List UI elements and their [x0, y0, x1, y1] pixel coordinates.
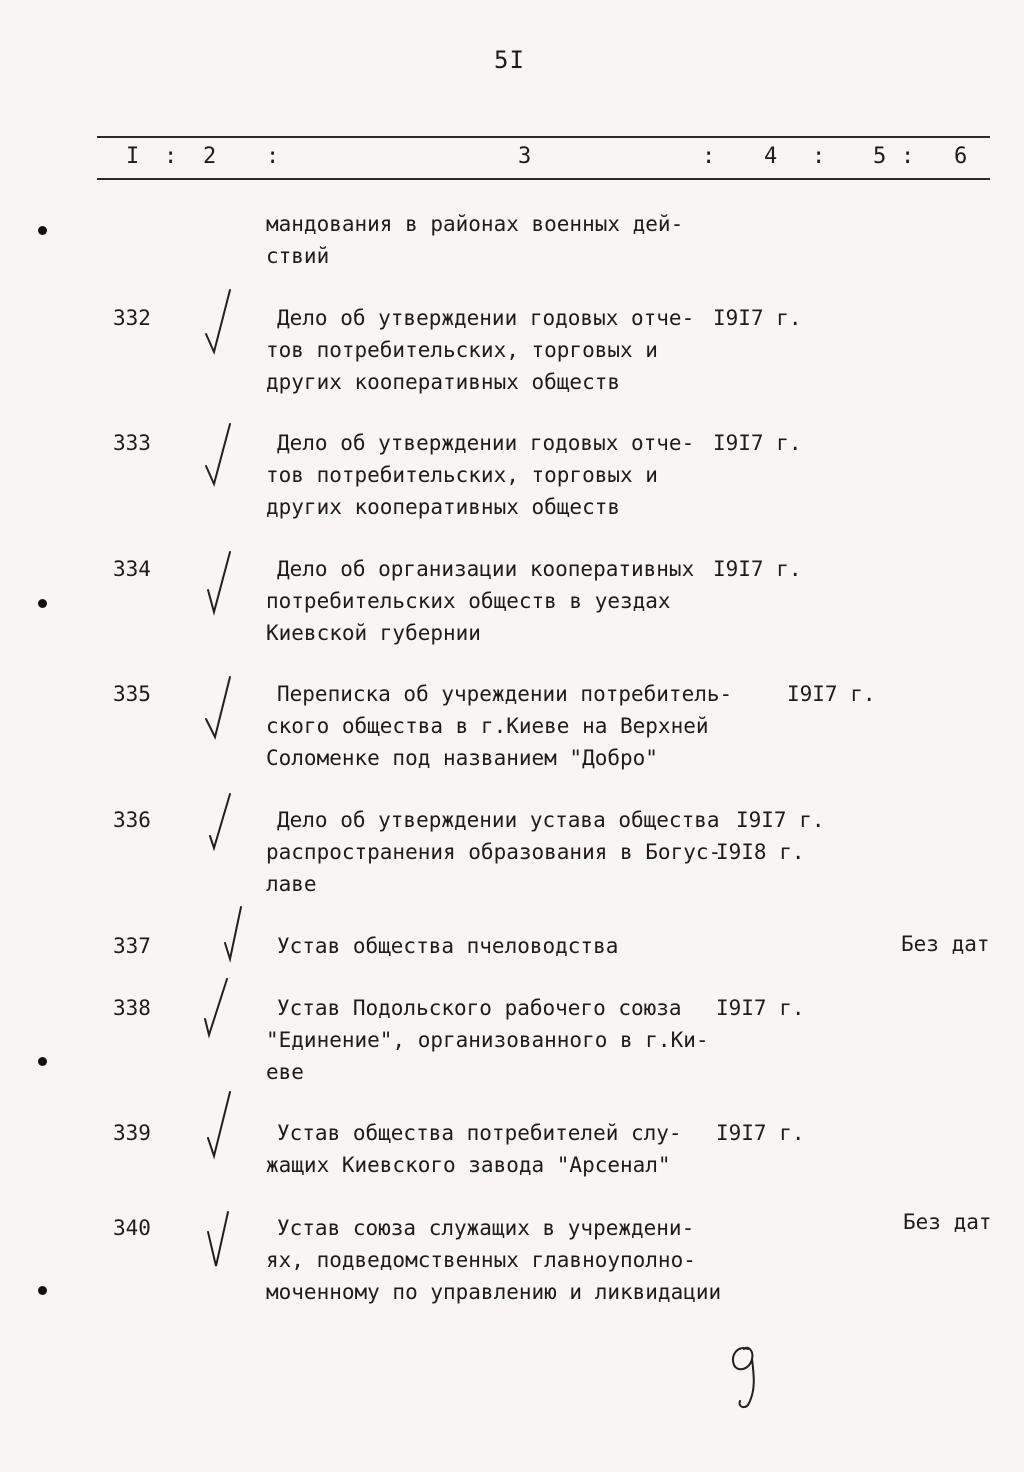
entry-title-line: Киевской губернии — [266, 621, 481, 645]
header-col-5: 5 — [873, 144, 887, 169]
entry-date: I9I7 г. — [716, 1121, 805, 1145]
header-sep-4: : — [812, 144, 826, 169]
entry-title-line: Устав Подольского рабочего союза — [277, 996, 682, 1020]
entry-title-line: Устав общества потребителей слу- — [277, 1121, 682, 1145]
check-mark-icon — [200, 550, 240, 620]
check-mark-icon — [195, 975, 235, 1045]
entry-title-line: "Единение", организованного в г.Ки- — [266, 1028, 709, 1052]
header-top-rule — [97, 136, 990, 138]
check-mark-icon — [215, 903, 255, 973]
header-sep-2: : — [266, 144, 280, 169]
header-sep-5: : — [901, 144, 915, 169]
entry-date: I9I7 г. — [716, 996, 805, 1020]
entry-number: 333 — [113, 431, 151, 455]
entry-number: 332 — [113, 306, 151, 330]
entry-title-line: потребительских обществ в уездах — [266, 589, 671, 613]
check-mark-icon — [200, 286, 240, 356]
continuation-line: мандования в районах военных дей- — [266, 212, 684, 236]
entry-number: 334 — [113, 557, 151, 581]
continuation-line: ствий — [266, 244, 330, 268]
check-mark-icon — [200, 792, 240, 862]
entry-title-line: еве — [266, 1060, 304, 1084]
header-sep-3: : — [702, 144, 716, 169]
entry-title-line: Соломенке под названием "Добро" — [266, 746, 658, 770]
entry-number: 338 — [113, 996, 151, 1020]
header-col-1: I — [126, 144, 140, 169]
punch-hole — [38, 1057, 47, 1066]
entry-title-line: распространения образования в Богус- — [266, 840, 722, 864]
entry-title-line: тов потребительских, торговых и — [266, 463, 658, 487]
entry-date-end: I9I8 г. — [716, 840, 805, 864]
entry-title-line: моченному по управлению и ликвидации — [266, 1280, 722, 1304]
punch-hole — [38, 1286, 47, 1295]
entry-note: Без дат — [901, 932, 990, 956]
punch-hole — [38, 599, 47, 608]
entry-number: 336 — [113, 808, 151, 832]
entry-title-line: Устав союза служащих в учреждени- — [277, 1216, 695, 1240]
entry-title-line: Дело об утверждении устава общества — [277, 808, 720, 832]
entry-title-line: лаве — [266, 872, 317, 896]
entry-title-line: Переписка об учреждении потребитель- — [277, 682, 733, 706]
entry-number: 340 — [113, 1216, 151, 1240]
entry-title-line: Дело об утверждении годовых отче- — [277, 306, 695, 330]
entry-date: I9I7 г. — [713, 306, 802, 330]
entry-note: Без дат — [903, 1210, 992, 1234]
check-mark-icon — [200, 675, 240, 745]
entry-title-line: ского общества в г.Киеве на Верхней — [266, 714, 709, 738]
entry-number: 335 — [113, 682, 151, 706]
entry-number: 337 — [113, 934, 151, 958]
check-mark-icon — [200, 1208, 240, 1278]
header-col-2: 2 — [203, 144, 217, 169]
entry-title-line: ях, подведомственных главноуполно- — [266, 1248, 696, 1272]
header-col-4: 4 — [764, 144, 778, 169]
entry-title-line: Устав общества пчеловодства — [277, 934, 619, 958]
punch-hole — [38, 226, 47, 235]
entry-date: I9I7 г. — [713, 557, 802, 581]
header-bottom-rule — [97, 178, 990, 180]
check-mark-icon — [200, 1090, 240, 1160]
header-col-3: 3 — [518, 144, 532, 169]
header-sep-1: : — [164, 144, 178, 169]
handwritten-mark-icon — [718, 1335, 778, 1415]
page-number: 5I — [494, 46, 525, 74]
entry-number: 339 — [113, 1121, 151, 1145]
entry-date: I9I7 г. — [713, 431, 802, 455]
entry-title-line: Дело об организации кооперативных — [277, 557, 695, 581]
entry-title-line: жащих Киевского завода "Арсенал" — [266, 1153, 671, 1177]
entry-title-line: других кооперативных обществ — [266, 495, 621, 519]
entry-title-line: Дело об утверждении годовых отче- — [277, 431, 695, 455]
entry-date: I9I7 г. — [787, 682, 876, 706]
entry-title-line: других кооперативных обществ — [266, 370, 621, 394]
entry-title-line: тов потребительских, торговых и — [266, 338, 658, 362]
header-col-6: 6 — [954, 144, 968, 169]
entry-date: I9I7 г. — [736, 808, 825, 832]
check-mark-icon — [200, 420, 240, 490]
